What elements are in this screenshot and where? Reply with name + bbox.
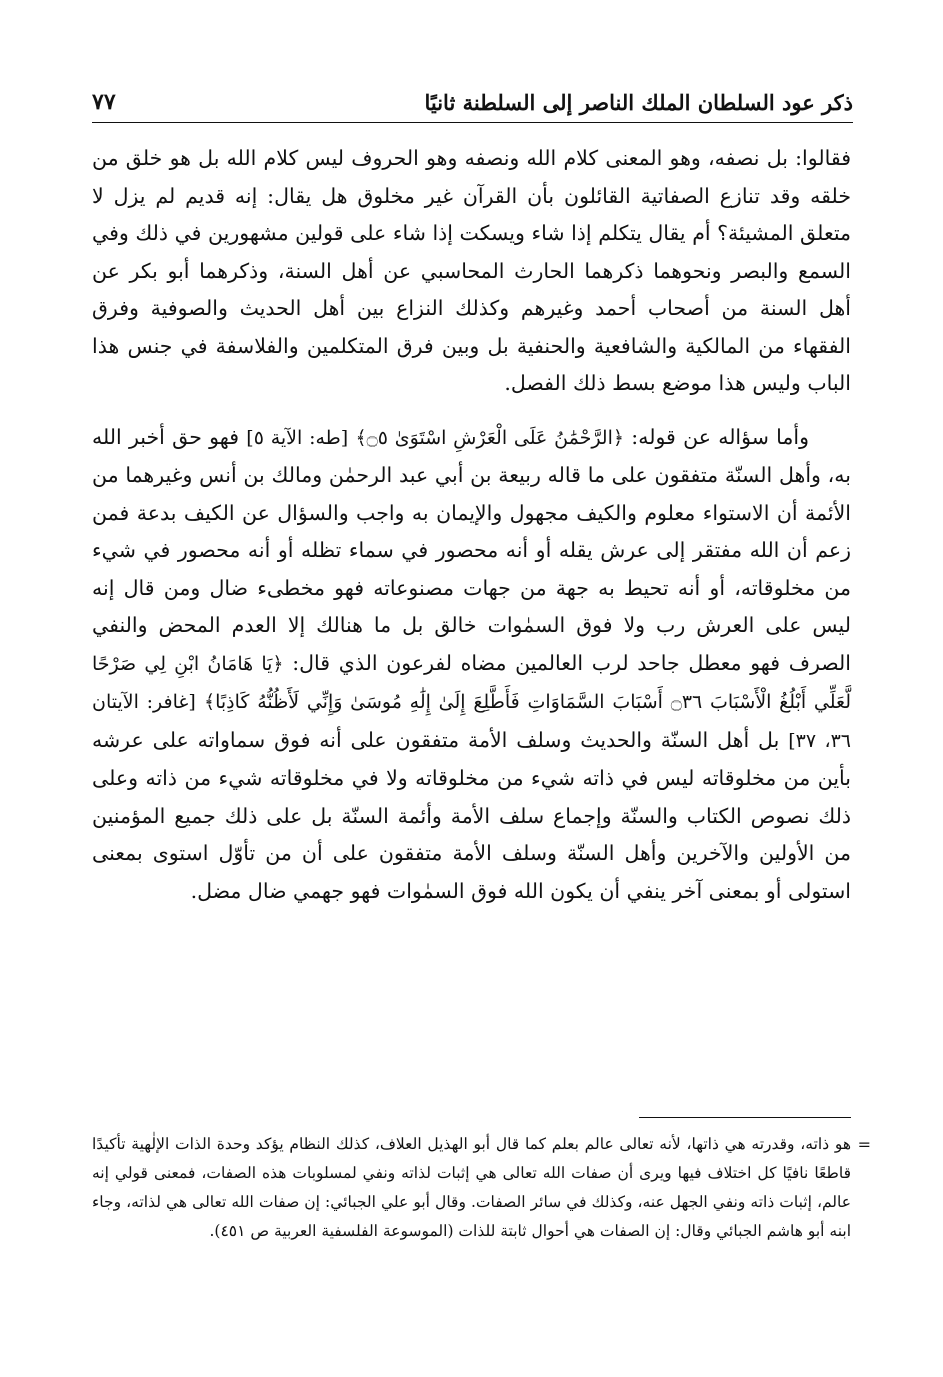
verse-reference-taha: [طه: الآية ٥] (246, 426, 349, 449)
footnote-separator (639, 1117, 851, 1118)
footnote-text: هو ذاته، وقدرته هي ذاتها، لأنه تعالى عالم بعلم كما قال أبو الهذيل العلاف، كذلك النظام يؤكد وحدة الذات الإلٰهية تأكيدًا قاطعًا نافيًا كل اختلاف فيها ويرى أن صفات الله تعالى هي إثبات لذاته ونفي لمسلوبات هذه الصفات، فمعنى قولي إنه عالم، إثبات ذاته ونفي الجهل عنه، وكذلك في سائر الصفات. وقال أبو علي الجبائي: إن صفات الله تعالى هي لذاته، وجاء ابنه أبو هاشم الجبائي وقال: إن الصفات هي أحوال ثابتة للذات (الموسوعة الفلسفية العربية ص ٤٥١). (92, 1135, 851, 1240)
paragraph-2-end: بل أهل السنّة والحديث وسلف الأمة متفقون على أنه فوق سماواته على عرشه بأين من مخلوقاته ليس في ذاته شيء من مخلوقاته ولا في مخلوقاته شيء من ذاته وعلى ذلك نصوص الكتاب والسنّة وإجماع سلف الأمة وأئمة السنّة بل على ذلك جميع المؤمنين من الأولين والآخرين وأهل السنّة وسلف الأمة متفقون على أن من تأوّل استوى بمعنى استولى أو بمعنى آخر ينفي أن يكون الله فوق السمٰوات فهو جهمي ضال مضل. (92, 727, 851, 903)
paragraph-2-middle: فهو حق أخبر الله به، وأهل السنّة متفقون على ما قاله ربيعة بن أبي عبد الرحمٰن ومالك بن أنس وغيرهما من الأئمة أن الاستواء معلوم والكيف مجهول والإيمان به واجب والسؤال عن الكيف بدعة فمن زعم أن الله مفتقر إلى عرش يقله أو أنه محصور في سماء تظله أو أنه محصور في شيء من مخلوقاته، أو أنه تحيط به جهة من جهات مصنوعاته فهو مخطىء ضال ومن قال إنه ليس على العرش رب ولا فوق السمٰوات خالق بل ما هنالك إلا العدم المحض والنفي الصرف فهو معطل جاحد لرب العالمين مضاه لفرعون الذي قال: (92, 424, 852, 675)
footnote-continuation-marker: = (857, 1135, 871, 1154)
paragraph-2 (92, 419, 851, 911)
paragraph-2-intro: وأما سؤاله عن قوله: (631, 424, 809, 449)
verse-reference-ghafir: [غافر: الآيتان ٣٦، ٣٧] (92, 691, 852, 752)
main-text (92, 140, 851, 910)
running-header (92, 82, 853, 123)
paragraph-1: فقالوا: بل نصفه، وهو المعنى كلام الله ونصفه وهو الحروف ليس كلام الله بل هو خلق من خلقه وقد تنازع الصفاتية القائلون بأن القرآن غير مخلوق هل يقال: إنه قديم لم يزل لا متعلق المشيئة؟ أم يقال يتكلم إذا شاء ويسكت إذا شاء على قولين مشهورين في ذلك وفي السمع والبصر ونحوهما ذكرهما الحارث المحاسبي عن أهل السنة، وذكرهما أبو بكر عن أهل السنة من أصحاب أحمد وغيرهم وكذلك النزاع بين أهل الحديث والصوفية وفرق الفقهاء من المالكية والشافعية والحنفية بل وبين فرق المتكلمين والفلاسفة في جنس هذا الباب وليس هذا موضع بسط ذلك الفصل. (92, 146, 851, 395)
footnote (92, 1130, 871, 1246)
quran-verse-ghafir: ﴿يَا هَامَانُ ابْنِ لِي صَرْحًا لَّعَلِّي أَبْلُغُ الْأَسْبَابَ ۝٣٦ أَسْبَابَ السَّمَاوَاتِ فَأَطَّلِعَ إِلَىٰ إِلَٰهِ مُوسَىٰ وَإِنِّي لَأَظُنُّهُ كَاذِبًا﴾ (92, 652, 851, 713)
header-title: ذكر عود السلطان الملك الناصر إلى السلطنة ثانيًا (424, 89, 853, 115)
page-number: ٧٧ (92, 89, 116, 115)
quran-verse-taha: ﴿الرَّحْمَٰنُ عَلَى الْعَرْشِ اسْتَوَىٰ ۝٥﴾ (355, 426, 625, 449)
